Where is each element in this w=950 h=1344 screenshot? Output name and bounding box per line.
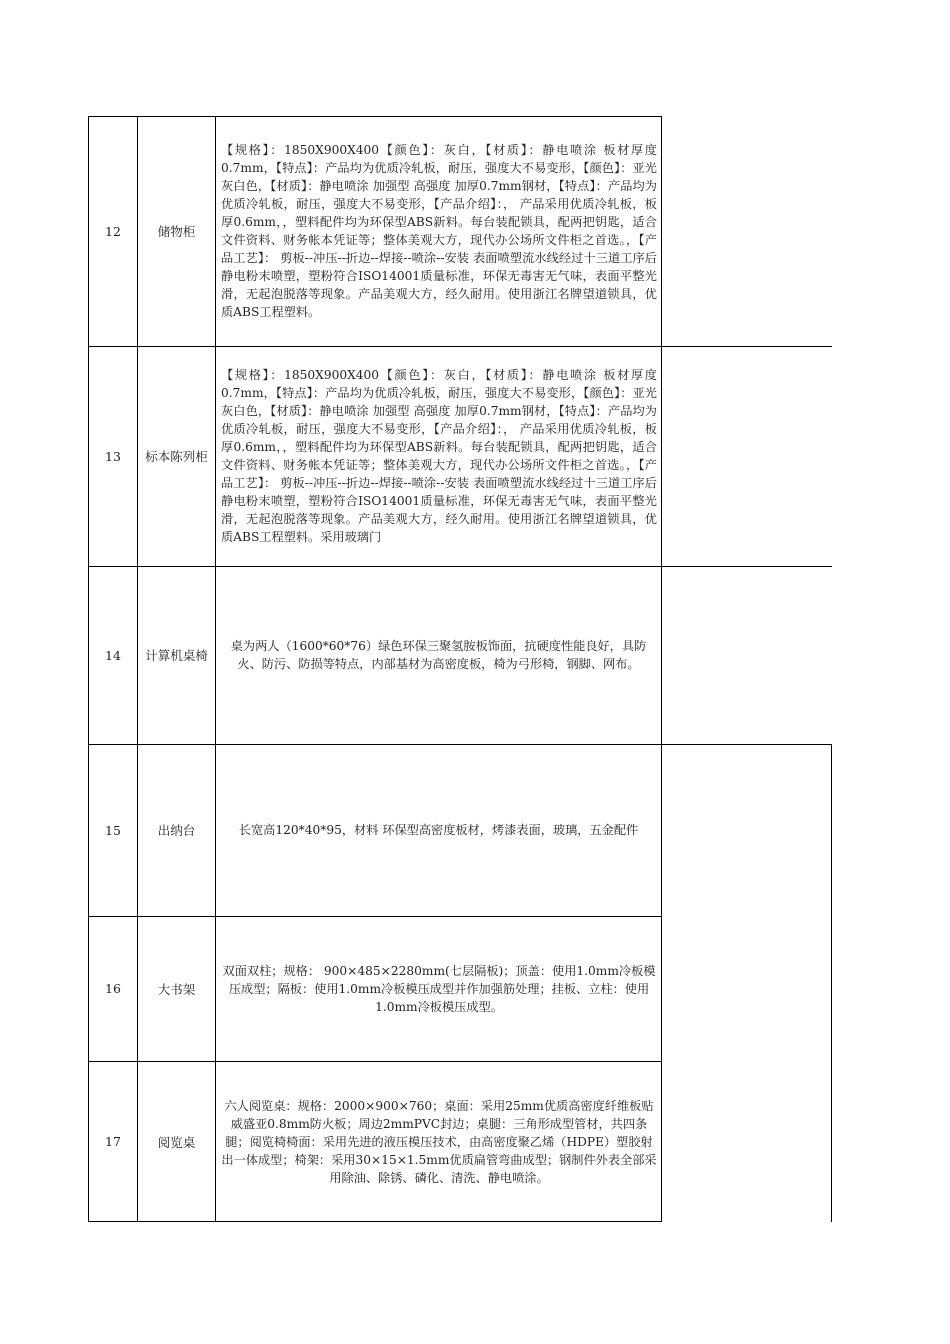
table-row — [88, 916, 662, 1061]
item-name: 出纳台 — [138, 744, 216, 916]
row-number: 15 — [88, 744, 138, 916]
row-number: 14 — [88, 566, 138, 744]
item-description: 六人阅览桌：规格：2000×900×760；桌面：采用25mm优质高密度纤维板贴威盛亚0.8mm防火板；周边2mmPVC封边；桌腿：三角形成型管材，共四条腿；阅览椅椅面：采用先进的液压模压技术，由高密度聚乙烯（HDPE）塑胶射出一体成型；椅架：采用30×15×1.5mm优质扁管弯曲成型；钢制件外表全部采用除油、除锈、磷化、清洗、静电喷涂。 — [216, 1061, 662, 1222]
side-column-rule — [662, 346, 832, 347]
item-name: 储物柜 — [138, 116, 216, 346]
item-name: 标本陈列柜 — [138, 346, 216, 566]
item-description: 【规格】：1850X900X400【颜色】：灰白，【材质】：静电喷涂 板材厚度0.7mm，【特点】：产品均为优质冷轧板，耐压，强度大不易变形，【颜色】：亚光灰白色，【材质】：静电喷涂 加强型 高强度 加厚0.7mm钢材，【特点】：产品均为优质冷轧板，耐压，强度大不易变形，【产品介绍】：， 产品采用优质冷轧板，板厚0.6mm，，塑料配件均为环保型ABS新料。每台装配锁具，配两把钥匙，适合文件资料、财务帐本凭证等；整体美观大方，现代办公场所文件柜之首选。，【产品工艺】： 剪板--冲压--折边--焊接--喷涂--安装 表面喷塑流水线经过十三道工序后静电粉末喷塑，塑粉符合ISO14001质量标准，环保无毒害无气味，表面平整光滑，无起泡脱落等现象。产品美观大方，经久耐用。使用浙江名牌望道锁具，优质ABS工程塑料。 — [216, 116, 662, 346]
item-description: 【规格】：1850X900X400【颜色】：灰白，【材质】：静电喷涂 板材厚度0.7mm，【特点】：产品均为优质冷轧板，耐压，强度大不易变形，【颜色】：亚光灰白色，【材质】：静电喷涂 加强型 高强度 加厚0.7mm钢材，【特点】：产品均为优质冷轧板，耐压，强度大不易变形，【产品介绍】：， 产品采用优质冷轧板，板厚0.6mm，，塑料配件均为环保型ABS新料。每台装配锁具，配两把钥匙，适合文件资料、财务帐本凭证等；整体美观大方，现代办公场所文件柜之首选。，【产品工艺】： 剪板--冲压--折边--焊接--喷涂--安装 表面喷塑流水线经过十三道工序后静电粉末喷塑，塑粉符合ISO14001质量标准，环保无毒害无气味，表面平整光滑，无起泡脱落等现象。产品美观大方，经久耐用。使用浙江名牌望道锁具，优质ABS工程塑料。采用玻璃门 — [216, 346, 662, 566]
table-rule — [88, 566, 662, 567]
item-description: 桌为两人（1600*60*76）绿色环保三聚氢胺板饰面，抗硬度性能良好，具防火、防污、防损等特点，内部基材为高密度板，椅为弓形椅，钢脚、网布。 — [216, 566, 662, 744]
table-row — [88, 1061, 662, 1222]
table-rule — [88, 1061, 662, 1062]
item-name: 计算机桌椅 — [138, 566, 216, 744]
table-rule — [88, 116, 662, 117]
table-rule — [88, 346, 662, 347]
row-number: 16 — [88, 916, 138, 1061]
side-column-rule — [662, 566, 832, 567]
item-description: 双面双柱；规格： 900×485×2280mm(七层隔板)；顶盖：使用1.0mm冷板模压成型；隔板：使用1.0mm冷板模压成型并作加强筋处理；挂板、立柱：使用1.0mm冷板模压成型。 — [216, 916, 662, 1061]
table-rule — [88, 1221, 662, 1222]
table-row — [88, 744, 662, 916]
row-number: 17 — [88, 1061, 138, 1222]
side-column-rule — [662, 744, 832, 745]
table-row — [88, 346, 662, 566]
side-column-border — [831, 744, 832, 1222]
item-description: 长宽高120*40*95，材料 环保型高密度板材，烤漆表面，玻璃，五金配件 — [216, 744, 662, 916]
row-number: 12 — [88, 116, 138, 346]
table-row — [88, 116, 662, 346]
table-rule — [88, 916, 662, 917]
row-number: 13 — [88, 346, 138, 566]
item-name: 阅览桌 — [138, 1061, 216, 1222]
table-row — [88, 566, 662, 744]
table-rule — [88, 744, 662, 745]
item-name: 大书架 — [138, 916, 216, 1061]
